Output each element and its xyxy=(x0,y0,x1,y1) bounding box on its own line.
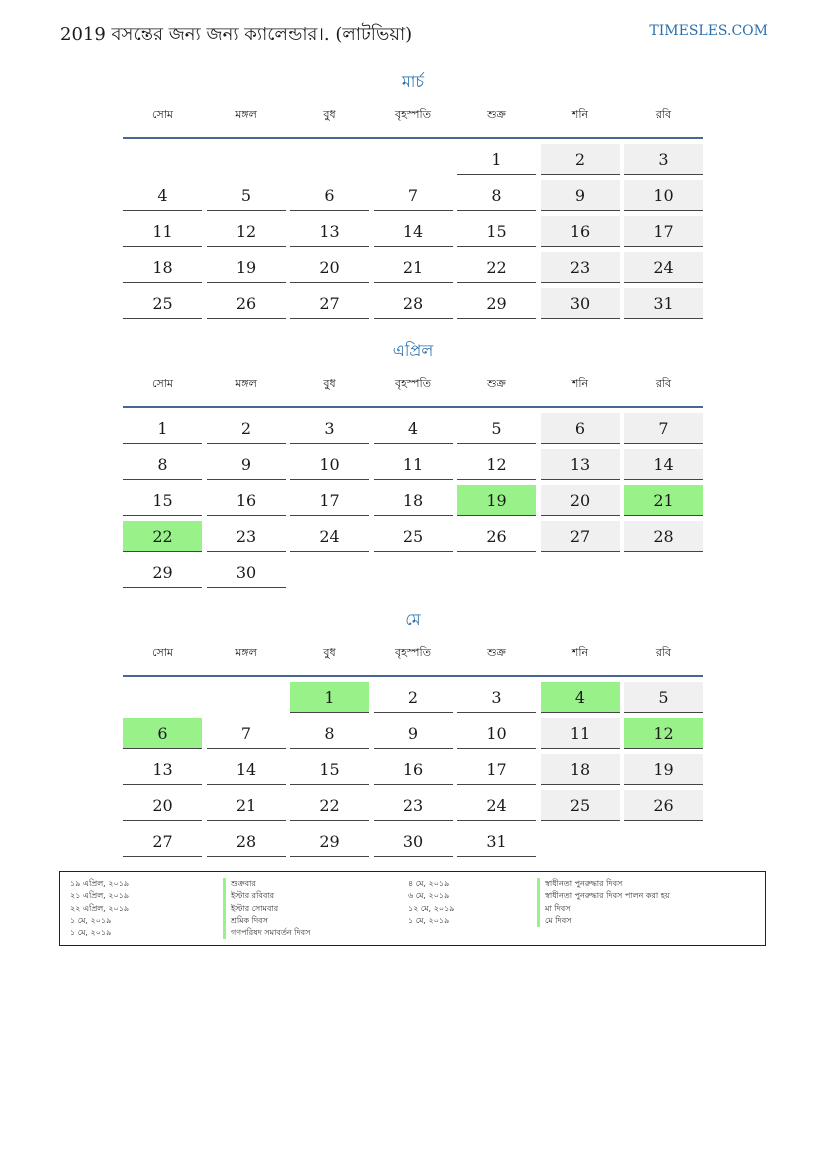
legend-date: ১ মে, ২০১৯ xyxy=(408,915,450,925)
empty-cell xyxy=(374,144,453,175)
day-cell[interactable]: 5 xyxy=(457,413,536,444)
day-cell[interactable]: 20 xyxy=(541,485,620,516)
day-cell[interactable]: 14 xyxy=(624,449,703,480)
day-cell[interactable]: 3 xyxy=(457,682,536,713)
day-cell[interactable]: 26 xyxy=(624,790,703,821)
weekday-header xyxy=(123,643,703,677)
weekday-label: রবি xyxy=(655,108,672,121)
day-cell[interactable]: 25 xyxy=(374,521,453,552)
day-cell[interactable]: 2 xyxy=(374,682,453,713)
day-cell[interactable]: 3 xyxy=(290,413,369,444)
weekday-label: শুক্র xyxy=(487,646,506,659)
weekday-label: বৃহস্পতি xyxy=(395,108,431,121)
weekday-label: শুক্র xyxy=(487,108,506,121)
legend-holiday-name: শুক্রবার xyxy=(223,878,310,890)
day-cell[interactable]: 27 xyxy=(290,288,369,319)
day-cell[interactable]: 15 xyxy=(123,485,202,516)
day-cell[interactable]: 26 xyxy=(207,288,286,319)
day-cell[interactable]: 18 xyxy=(541,754,620,785)
day-cell[interactable]: 22 xyxy=(290,790,369,821)
day-cell[interactable]: 13 xyxy=(290,216,369,247)
legend-date: ১২ মে, ২০১৯ xyxy=(408,903,455,913)
day-cell[interactable]: 31 xyxy=(457,826,536,857)
day-cell[interactable]: 22 xyxy=(457,252,536,283)
month-name: মার্চ xyxy=(401,72,425,91)
legend-date: ৬ মে, ২০১৯ xyxy=(408,891,450,901)
day-cell[interactable]: 31 xyxy=(624,288,703,319)
site-link[interactable]: TIMESLES.COM xyxy=(649,23,768,39)
holiday-day-cell[interactable]: 22 xyxy=(123,521,202,552)
day-cell[interactable]: 28 xyxy=(374,288,453,319)
weekday-label: শনি xyxy=(571,377,589,390)
day-cell[interactable]: 23 xyxy=(374,790,453,821)
day-cell[interactable]: 25 xyxy=(123,288,202,319)
legend-date: ২১ এপ্রিল, ২০১৯ xyxy=(70,891,130,901)
weekday-label: বুধ xyxy=(323,108,336,121)
legend-holiday-name: গণপরিষদ সমাবর্তন দিবস xyxy=(223,927,310,939)
day-cell[interactable]: 8 xyxy=(457,180,536,211)
legend-holiday-name: মা দিবস xyxy=(537,903,670,915)
day-cell[interactable]: 21 xyxy=(374,252,453,283)
day-cell[interactable]: 24 xyxy=(624,252,703,283)
legend-names-right xyxy=(537,878,670,927)
holiday-day-cell[interactable]: 19 xyxy=(457,485,536,516)
day-cell[interactable]: 11 xyxy=(374,449,453,480)
day-cell[interactable]: 10 xyxy=(290,449,369,480)
day-cell[interactable]: 5 xyxy=(207,180,286,211)
day-cell[interactable]: 6 xyxy=(541,413,620,444)
day-cell[interactable]: 2 xyxy=(541,144,620,175)
day-cell[interactable]: 14 xyxy=(374,216,453,247)
day-cell[interactable]: 11 xyxy=(541,718,620,749)
weekday-label: মঙ্গল xyxy=(235,108,257,121)
legend-dates-right xyxy=(408,878,455,927)
weekday-header xyxy=(123,374,703,408)
legend-holiday-name: ইস্টার সোমবার xyxy=(223,903,310,915)
day-cell[interactable]: 29 xyxy=(290,826,369,857)
weekday-header xyxy=(123,105,703,139)
day-cell[interactable]: 8 xyxy=(290,718,369,749)
day-cell[interactable]: 28 xyxy=(624,521,703,552)
month-name: মে xyxy=(405,610,421,629)
weekday-label: বুধ xyxy=(323,646,336,659)
day-cell[interactable]: 20 xyxy=(290,252,369,283)
empty-cell xyxy=(290,144,369,175)
holiday-day-cell[interactable]: 21 xyxy=(624,485,703,516)
day-cell[interactable]: 17 xyxy=(290,485,369,516)
day-cell[interactable]: 24 xyxy=(290,521,369,552)
day-cell[interactable]: 10 xyxy=(624,180,703,211)
weekday-label: সোম xyxy=(151,646,174,659)
day-cell[interactable]: 1 xyxy=(123,413,202,444)
day-cell[interactable]: 26 xyxy=(457,521,536,552)
day-cell[interactable]: 9 xyxy=(541,180,620,211)
weekday-label: সোম xyxy=(151,108,174,121)
weekday-label: শনি xyxy=(571,646,589,659)
day-cell[interactable]: 19 xyxy=(624,754,703,785)
day-cell[interactable]: 1 xyxy=(457,144,536,175)
day-cell[interactable]: 9 xyxy=(207,449,286,480)
day-cell[interactable]: 23 xyxy=(207,521,286,552)
month-calendar-march xyxy=(123,70,703,319)
empty-cell xyxy=(123,682,202,713)
day-cell[interactable]: 19 xyxy=(207,252,286,283)
day-cell[interactable]: 21 xyxy=(207,790,286,821)
month-calendar-april xyxy=(123,339,703,588)
legend-holiday-name: স্বাধীনতা পুনরুদ্ধার দিবস পালন করা হয় xyxy=(537,890,670,902)
day-cell[interactable]: 25 xyxy=(541,790,620,821)
day-cell[interactable]: 10 xyxy=(457,718,536,749)
day-cell[interactable]: 7 xyxy=(207,718,286,749)
day-cell[interactable]: 4 xyxy=(123,180,202,211)
weekday-label: শুক্র xyxy=(487,377,506,390)
weekday-label: রবি xyxy=(655,646,672,659)
day-cell[interactable]: 13 xyxy=(541,449,620,480)
day-cell[interactable]: 30 xyxy=(374,826,453,857)
day-cell[interactable]: 8 xyxy=(123,449,202,480)
day-cell[interactable]: 24 xyxy=(457,790,536,821)
legend-holiday-name: স্বাধীনতা পুনরুদ্ধার দিবস xyxy=(537,878,670,890)
legend-date: ৪ মে, ২০১৯ xyxy=(408,879,450,888)
legend-names-left xyxy=(223,878,310,939)
month-calendar-may xyxy=(123,608,703,857)
day-cell[interactable]: 15 xyxy=(290,754,369,785)
weekday-label: বৃহস্পতি xyxy=(395,377,431,390)
holiday-day-cell[interactable]: 1 xyxy=(290,682,369,713)
empty-cell xyxy=(207,682,286,713)
legend-date: ১ মে, ২০১৯ xyxy=(70,928,112,938)
day-cell[interactable]: 7 xyxy=(374,180,453,211)
day-cell[interactable]: 11 xyxy=(123,216,202,247)
day-cell[interactable]: 9 xyxy=(374,718,453,749)
empty-cell xyxy=(123,144,202,175)
day-cell[interactable]: 18 xyxy=(374,485,453,516)
holiday-day-cell[interactable]: 4 xyxy=(541,682,620,713)
legend-date: ২২ এপ্রিল, ২০১৯ xyxy=(70,903,130,913)
days-grid xyxy=(123,144,703,319)
day-cell[interactable]: 16 xyxy=(207,485,286,516)
day-cell[interactable]: 29 xyxy=(123,557,202,588)
weekday-label: সোম xyxy=(151,377,174,390)
weekday-label: বুধ xyxy=(323,377,336,390)
day-cell[interactable]: 23 xyxy=(541,252,620,283)
legend-date: ১ মে, ২০১৯ xyxy=(70,915,112,925)
weekday-label: মঙ্গল xyxy=(235,377,257,390)
holiday-legend xyxy=(59,871,766,946)
day-cell[interactable]: 7 xyxy=(624,413,703,444)
weekday-label: বৃহস্পতি xyxy=(395,646,431,659)
day-cell[interactable]: 29 xyxy=(457,288,536,319)
legend-holiday-name: মে দিবস xyxy=(537,915,670,927)
day-cell[interactable]: 30 xyxy=(541,288,620,319)
day-cell[interactable]: 27 xyxy=(541,521,620,552)
legend-date: ১৯ এপ্রিল, ২০১৯ xyxy=(70,879,130,888)
weekday-label: শনি xyxy=(571,108,589,121)
day-cell[interactable]: 20 xyxy=(123,790,202,821)
day-cell[interactable]: 14 xyxy=(207,754,286,785)
day-cell[interactable]: 30 xyxy=(207,557,286,588)
weekday-label: রবি xyxy=(655,377,672,390)
day-cell[interactable]: 5 xyxy=(624,682,703,713)
legend-dates-left xyxy=(70,878,129,939)
legend-holiday-name: ইস্টার রবিবার xyxy=(223,890,310,902)
day-cell[interactable]: 3 xyxy=(624,144,703,175)
day-cell[interactable]: 6 xyxy=(290,180,369,211)
holiday-day-cell[interactable]: 6 xyxy=(123,718,202,749)
day-cell[interactable]: 12 xyxy=(207,216,286,247)
day-cell[interactable]: 13 xyxy=(123,754,202,785)
month-name: এপ্রিল xyxy=(392,341,434,360)
empty-cell xyxy=(207,144,286,175)
page-title: 2019 বসন্তের জন্য জন্য ক্যালেন্ডার।. (লাটভিয়া) xyxy=(60,24,413,45)
day-cell[interactable]: 15 xyxy=(457,216,536,247)
legend-holiday-name: শ্রমিক দিবস xyxy=(223,915,310,927)
day-cell[interactable]: 18 xyxy=(123,252,202,283)
holiday-day-cell[interactable]: 12 xyxy=(624,718,703,749)
day-cell[interactable]: 17 xyxy=(457,754,536,785)
day-cell[interactable]: 17 xyxy=(624,216,703,247)
weekday-label: মঙ্গল xyxy=(235,646,257,659)
day-cell[interactable]: 16 xyxy=(541,216,620,247)
day-cell[interactable]: 12 xyxy=(457,449,536,480)
day-cell[interactable]: 4 xyxy=(374,413,453,444)
day-cell[interactable]: 28 xyxy=(207,826,286,857)
days-grid xyxy=(123,413,703,588)
day-cell[interactable]: 2 xyxy=(207,413,286,444)
day-cell[interactable]: 27 xyxy=(123,826,202,857)
day-cell[interactable]: 16 xyxy=(374,754,453,785)
days-grid xyxy=(123,682,703,857)
